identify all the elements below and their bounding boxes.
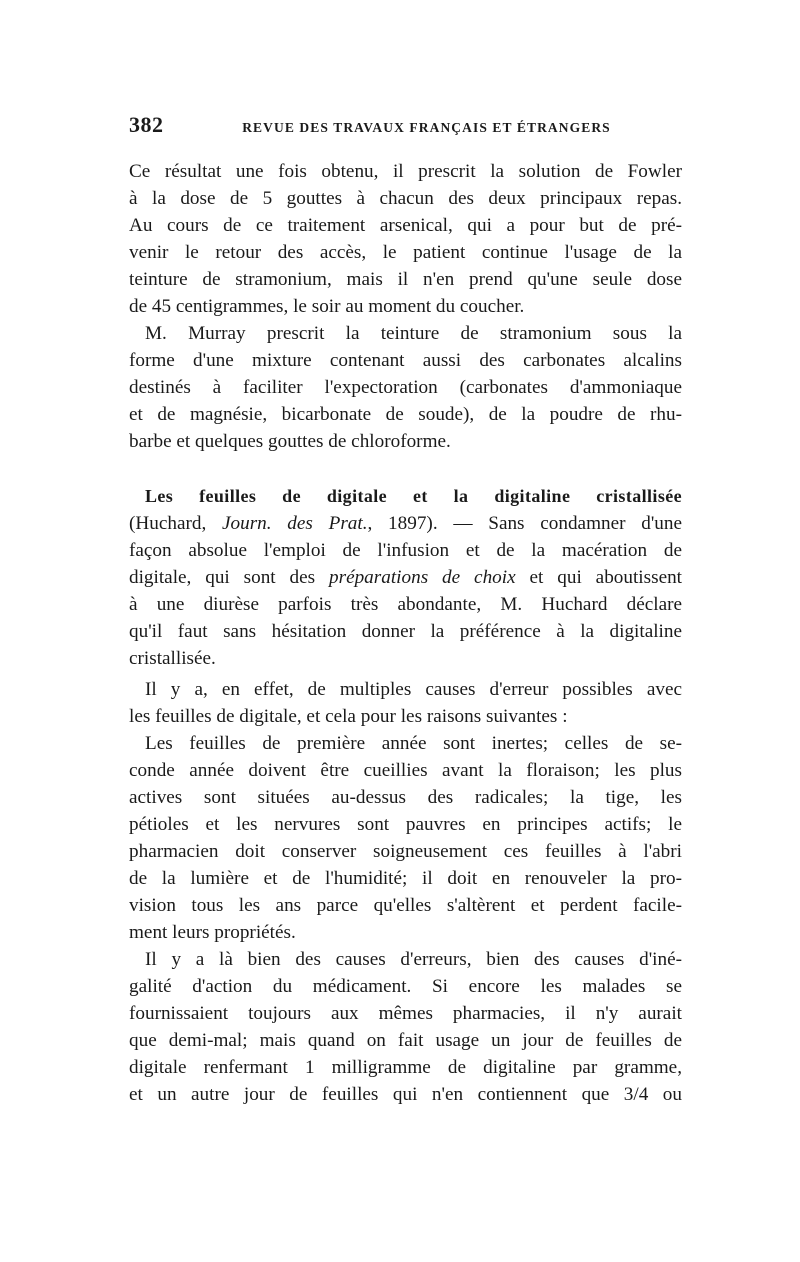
text-line: façon absolue l'emploi de l'infusion et de la macération de xyxy=(129,540,682,561)
text-fragment: digitale, qui sont des xyxy=(129,567,330,588)
text-line: M. Murray prescrit la teinture de stramonium sous la xyxy=(145,323,682,344)
text-line: Au cours de ce traitement arsenical, qui a pour but de pré- xyxy=(129,215,682,236)
text-line: teinture de stramonium, mais il n'en prend qu'une seule dose xyxy=(129,269,682,290)
text-line xyxy=(129,564,682,591)
running-title: REVUE DES TRAVAUX FRANÇAIS ET ÉTRANGERS xyxy=(242,120,611,135)
text-line: conde année doivent être cueillies avant la floraison; les plus xyxy=(129,760,682,781)
text-line: vision tous les ans parce qu'elles s'altèrent et perdent facile- xyxy=(129,895,682,916)
section-digitale xyxy=(129,483,682,672)
book-page xyxy=(129,112,682,1108)
section-gap xyxy=(129,455,682,483)
text-line: ment leurs propriétés. xyxy=(129,922,296,943)
page-number: 382 xyxy=(129,112,164,137)
citation-open: (Huchard, xyxy=(129,513,222,534)
text-line: de la lumière et de l'humidité; il doit en renouveler la pro- xyxy=(129,868,682,889)
citation-line xyxy=(129,510,682,537)
text-line: destinés à faciliter l'expectoration (carbonates d'ammoniaque xyxy=(129,377,682,398)
text-line: galité d'action du médicament. Si encore les malades se xyxy=(129,976,682,997)
text-line: fournissaient toujours aux mêmes pharmacies, il n'y aurait xyxy=(129,1003,682,1024)
text-line: Les feuilles de première année sont inertes; celles de se- xyxy=(145,733,682,754)
text-line: Il y a, en effet, de multiples causes d'erreur possibles avec xyxy=(145,679,682,700)
text-line: barbe et quelques gouttes de chloroforme. xyxy=(129,431,451,452)
text-line: à la dose de 5 gouttes à chacun des deux principaux repas. xyxy=(129,188,682,209)
paragraph-2 xyxy=(129,320,682,455)
paragraph-5 xyxy=(129,730,682,946)
paragraph-4 xyxy=(129,676,682,730)
text-line: et un autre jour de feuilles qui n'en contiennent que 3/4 ou xyxy=(129,1084,682,1105)
citation-close: , 1897). — Sans condamner d'une xyxy=(367,513,682,534)
text-line: que demi-mal; mais quand on fait usage un jour de feuilles de xyxy=(129,1030,682,1051)
citation-journal: Journ. des Prat. xyxy=(221,513,368,534)
text-line: de 45 centigrammes, le soir au moment du coucher. xyxy=(129,296,525,317)
text-line: pétioles et les nervures sont pauvres en principes actifs; le xyxy=(129,814,682,835)
italic-phrase: préparations de choix xyxy=(329,567,516,588)
text-fragment: et qui aboutissent xyxy=(515,567,682,588)
paragraph-6 xyxy=(129,946,682,1108)
text-line: digitale renfermant 1 milligramme de digitaline par gramme, xyxy=(129,1057,682,1078)
text-line: les feuilles de digitale, et cela pour les raisons suivantes : xyxy=(129,706,568,727)
text-line: pharmacien doit conserver soigneusement ces feuilles à l'abri xyxy=(129,841,682,862)
text-line: cristallisée. xyxy=(129,648,216,669)
section-heading: Les feuilles de digitale et la digitaline cristallisée xyxy=(145,486,682,506)
text-line: et de magnésie, bicarbonate de soude), de la poudre de rhu- xyxy=(129,404,682,425)
text-line: forme d'une mixture contenant aussi des carbonates alcalins xyxy=(129,350,682,371)
section-heading-line xyxy=(129,483,682,510)
text-line: qu'il faut sans hésitation donner la préférence à la digitaline xyxy=(129,621,682,642)
running-header xyxy=(129,112,682,144)
text-line: venir le retour des accès, le patient continue l'usage de la xyxy=(129,242,682,263)
paragraph-1 xyxy=(129,158,682,320)
text-line: à une diurèse parfois très abondante, M. Huchard déclare xyxy=(129,594,682,615)
text-line: Il y a là bien des causes d'erreurs, bien des causes d'iné- xyxy=(145,949,682,970)
text-line: Ce résultat une fois obtenu, il prescrit la solution de Fowler xyxy=(129,161,682,182)
text-line: actives sont situées au-dessus des radicales; la tige, les xyxy=(129,787,682,808)
